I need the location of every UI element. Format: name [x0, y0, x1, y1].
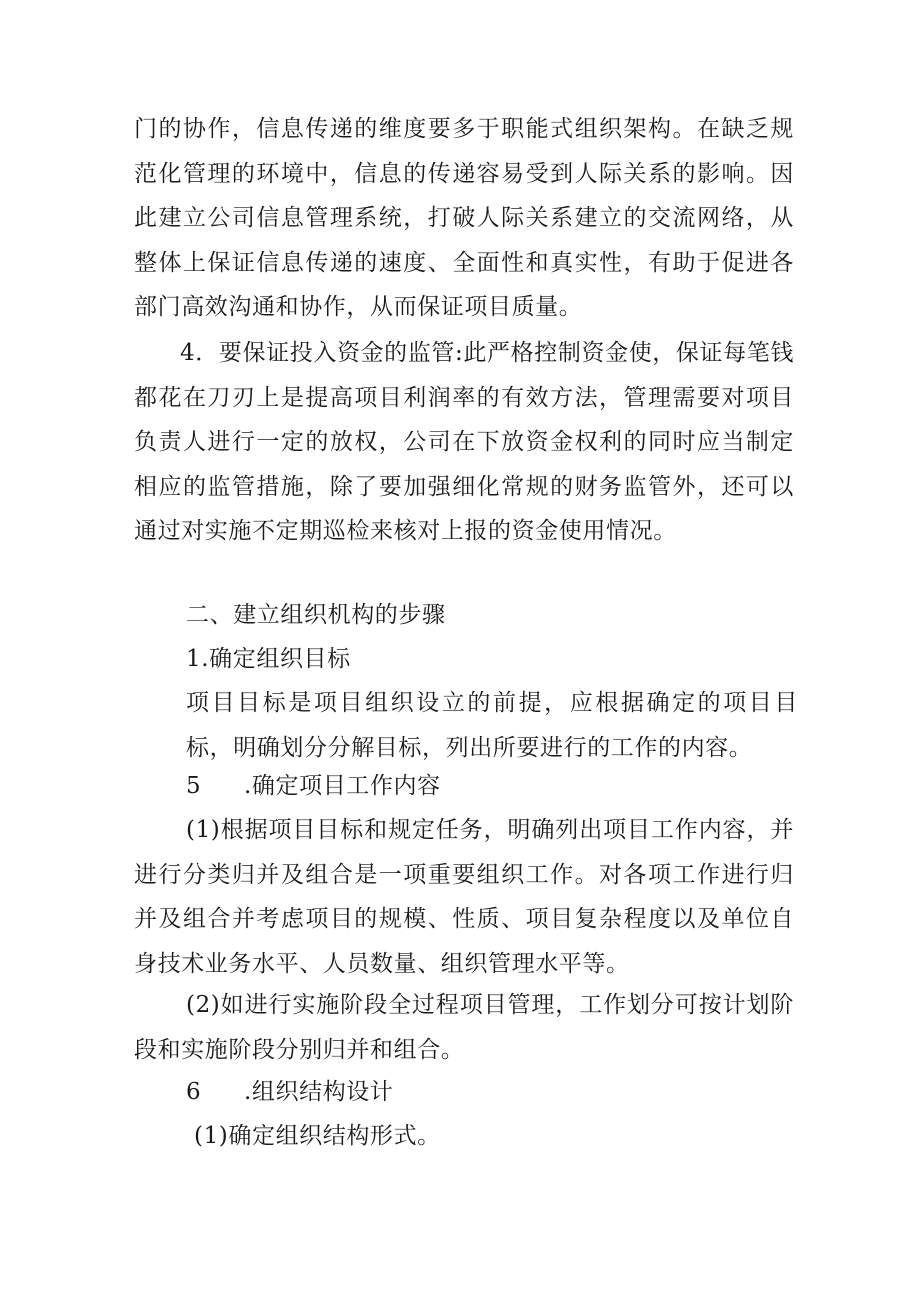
- paragraph-structure-form: (1)确定组织结构形式。: [194, 1123, 441, 1149]
- step-number: 6: [186, 1079, 202, 1105]
- paragraph-project-goal: 项目目标是项目组织设立的前提，应根据确定的项目目标，明确划分分解目标，列出所要进行的工作的内容。: [186, 690, 798, 761]
- step-heading-6: [186, 1070, 394, 1114]
- section-heading: 二、建立组织机构的步骤: [186, 602, 446, 628]
- step-heading-5: [186, 764, 441, 808]
- paragraph-work-content-1: (1)根据项目目标和规定任务，明确列出项目工作内容，并进行分类归并及组合是一项重要组织工作。对各项工作进行归并及组合并考虑项目的规模、性质、项目复杂程度以及单位自身技术业务水平、人员数量、组织管理水平等。: [134, 817, 794, 977]
- step-number: 5: [186, 773, 202, 799]
- paragraph-work-content-2: (2)如进行实施阶段全过程项目管理，工作划分可按计划阶段和实施阶段分别归并和组合。: [134, 992, 794, 1063]
- step-title: .组织结构设计: [244, 1079, 394, 1105]
- step-heading-1: 1.确定组织目标: [186, 646, 351, 672]
- paragraph-fund-supervision: 4．要保证投入资金的监管:此严格控制资金使，保证每笔钱都花在刀刃上是提高项目利润率的有效方法，管理需要对项目负责人进行一定的放权，公司在下放资金权利的同时应当制定相应的监管措施，除了要加强细化常规的财务监管外，还可以通过对实施不定期巡检来核对上报的资金使用情况。: [134, 340, 794, 545]
- paragraph-information-transfer: 门的协作，信息传递的维度要多于职能式组织架构。在缺乏规范化管理的环境中，信息的传递容易受到人际关系的影响。因此建立公司信息管理系统，打破人际关系建立的交流网络，从整体上保证信息传递的速度、全面性和真实性，有助于促进各部门高效沟通和协作，从而保证项目质量。: [134, 116, 794, 321]
- step-title: .确定项目工作内容: [244, 773, 441, 799]
